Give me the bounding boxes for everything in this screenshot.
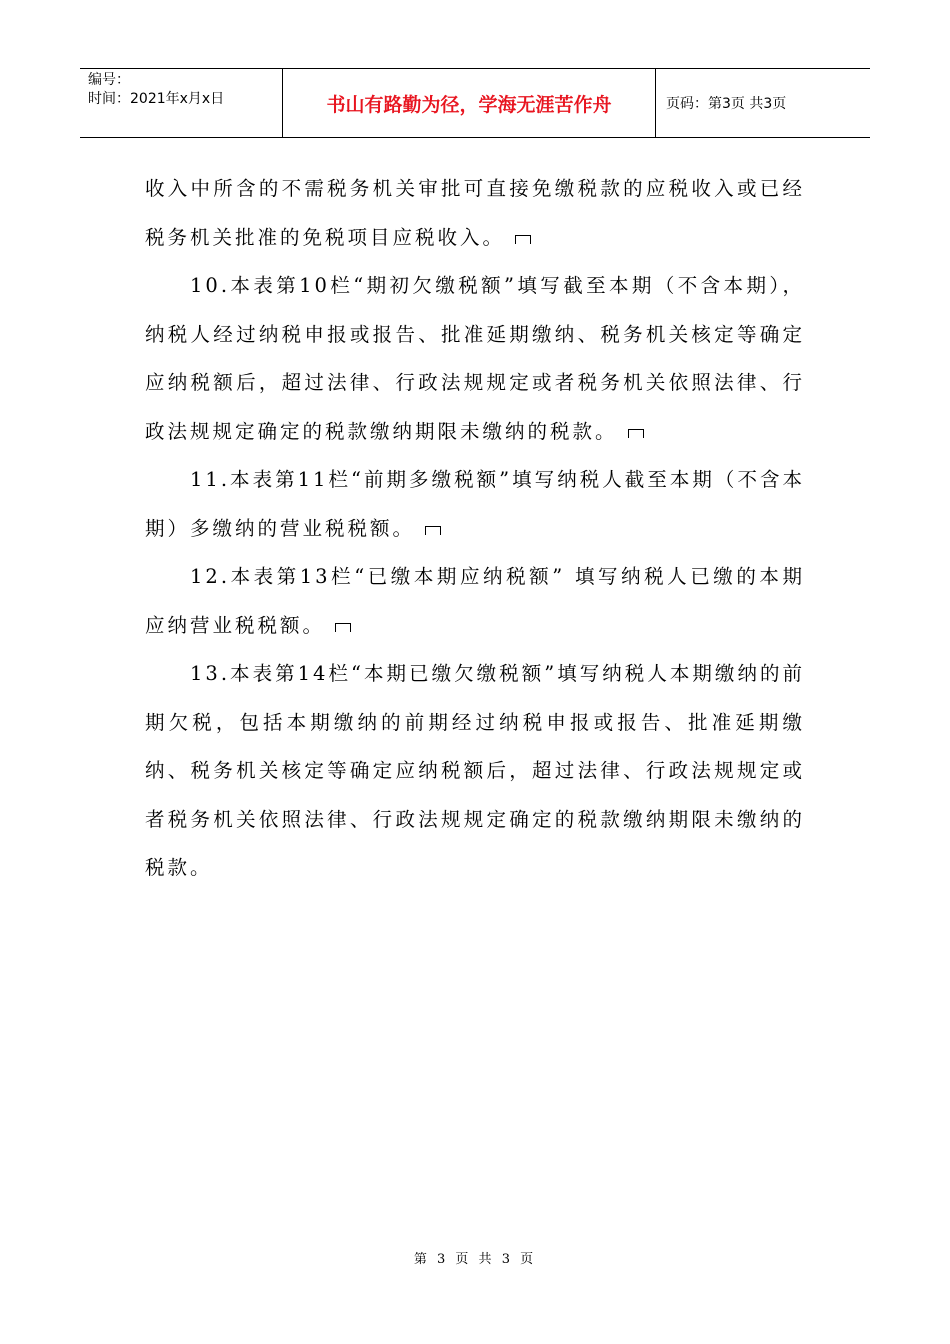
header-meta-cell — [80, 69, 283, 137]
header-table — [80, 68, 870, 138]
motto-text: 书山有路勤为径，学海无涯苦作舟 — [326, 93, 612, 116]
paragraph-text: 12.本表第13栏“已缴本期应纳税额” 填写纳税人已缴的本期应纳营业税税额。 — [145, 565, 805, 637]
time-label: 时间：2021年x月x日 — [88, 91, 225, 107]
number-label: 编号： — [88, 72, 130, 88]
paragraph-text: 10.本表第10栏“期初欠缴税额”填写截至本期（不含本期），纳税人经过纳税申报或报告、批准延期缴纳、税务机关核定等确定应纳税额后，超过法律、行政法规规定或者税务机关依照法律、行政法规规定确定的税款缴纳期限未缴纳的税款。 — [145, 274, 805, 443]
page-footer — [0, 1248, 950, 1267]
footer-page-number: 第 3 页 共 3 页 — [413, 1252, 537, 1267]
paragraph-text: 13.本表第14栏“本期已缴欠缴税额”填写纳税人本期缴纳的前期欠税，包括本期缴纳的前期经过纳税申报或报告、批准延期缴纳、税务机关核定等确定应纳税额后，超过法律、行政法规规定或者税务机关依照法律、行政法规规定确定的税款缴纳期限未缴纳的税款。 — [145, 662, 805, 879]
header-page-cell — [656, 69, 870, 137]
header-motto-cell — [283, 69, 656, 137]
paragraph — [145, 165, 805, 262]
paragraph-text: 收入中所含的不需税务机关审批可直接免缴税款的应税收入或已经税务机关批准的免税项目应税收入。 — [145, 177, 805, 249]
paragraph — [145, 553, 805, 650]
document-body — [145, 165, 805, 893]
paragraph-text: 11.本表第11栏“前期多缴税额”填写纳税人截至本期（不含本期）多缴纳的营业税税额。 — [145, 468, 805, 540]
paragraph — [145, 650, 805, 893]
paragraph-mark-icon — [515, 235, 531, 244]
paragraph — [145, 262, 805, 456]
paragraph — [145, 456, 805, 553]
page-info: 页码：第3页 共3页 — [666, 96, 787, 112]
paragraph-mark-icon — [335, 623, 351, 632]
paragraph-mark-icon — [425, 526, 441, 535]
paragraph-mark-icon — [628, 429, 644, 438]
